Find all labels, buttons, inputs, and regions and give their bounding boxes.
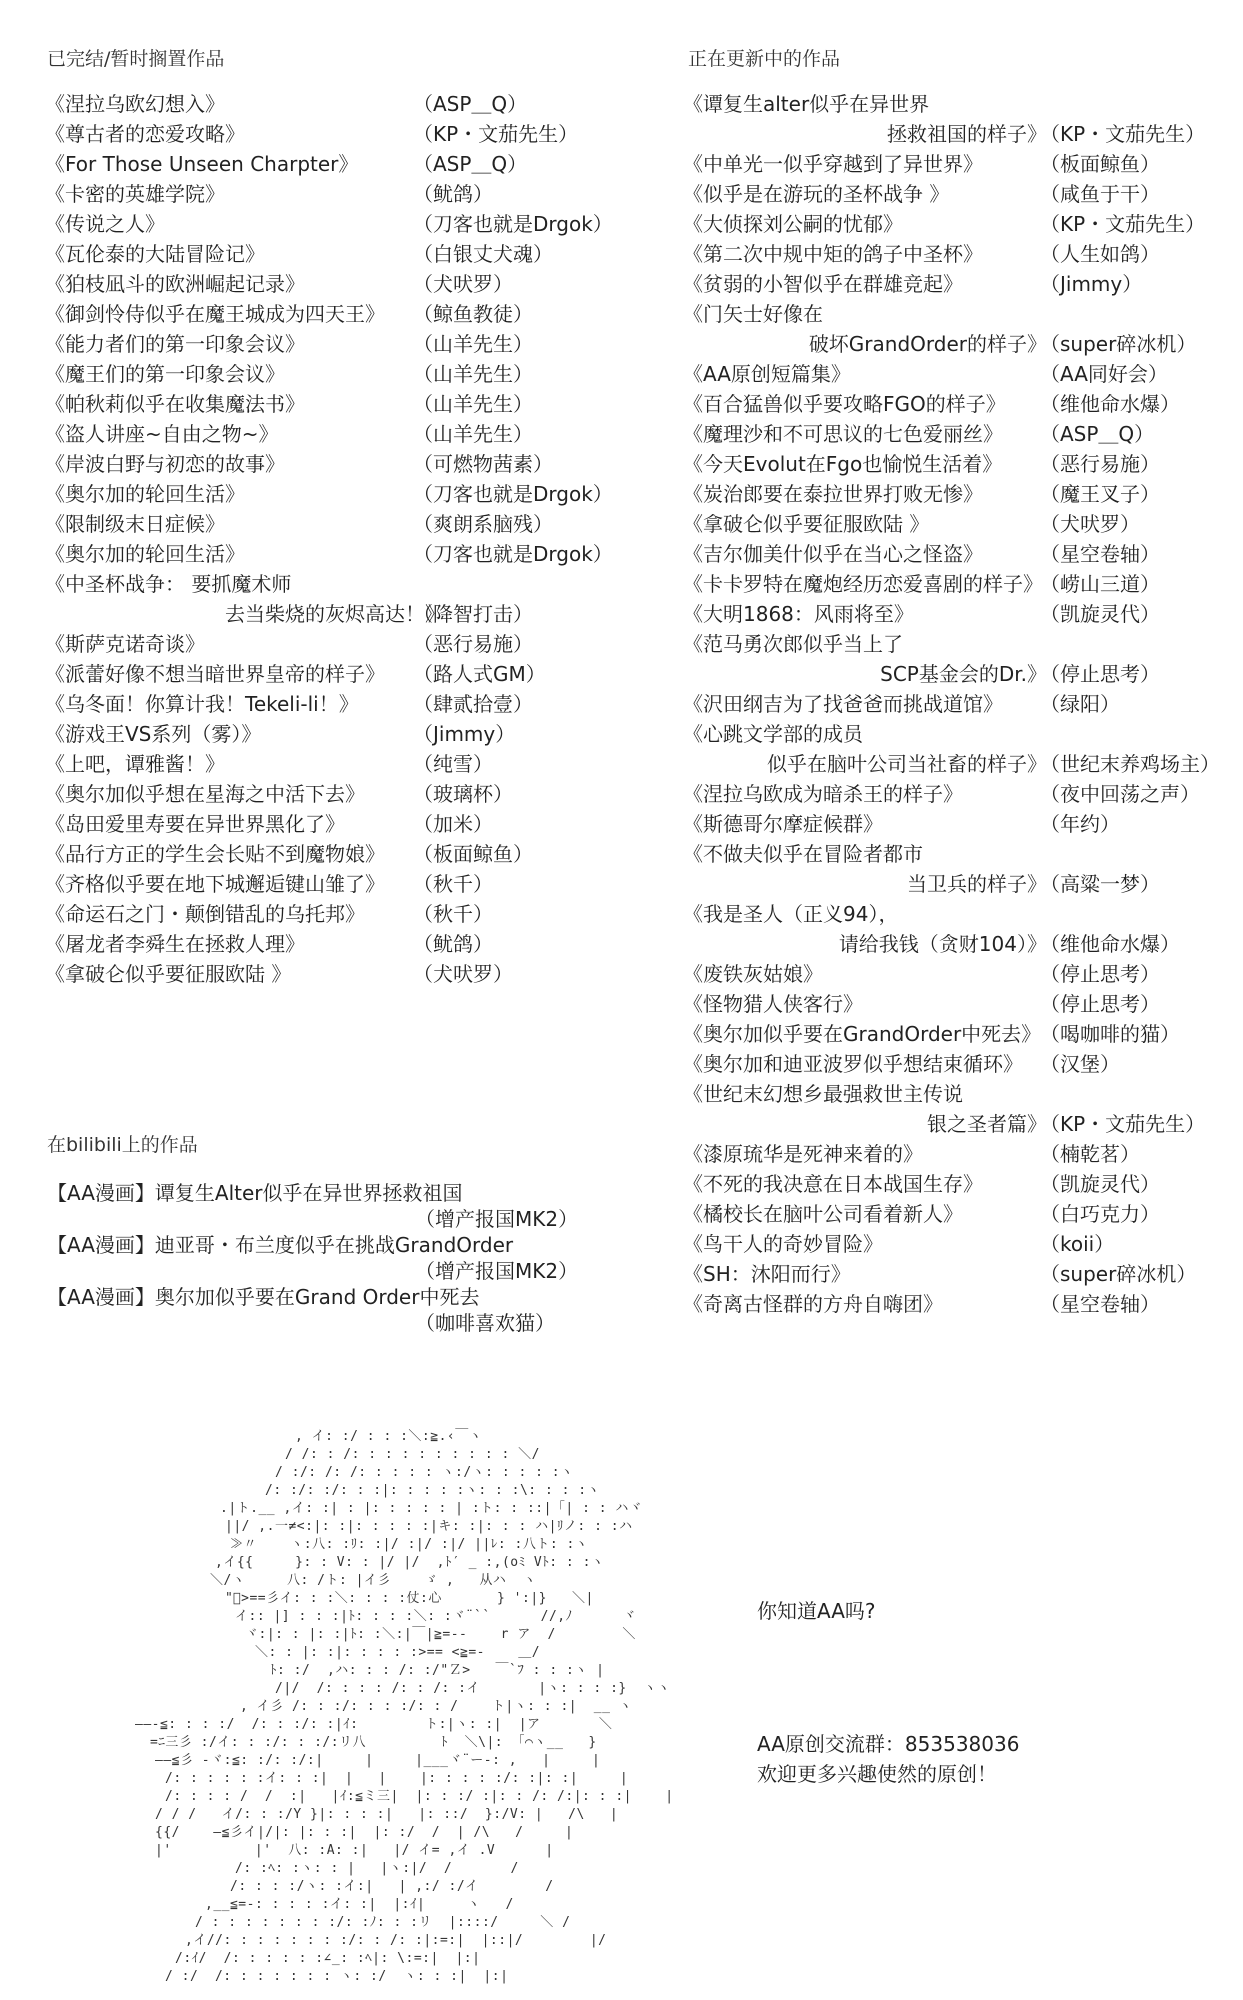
bilibili-item[interactable] bbox=[47, 1180, 578, 1232]
work-entry[interactable] bbox=[683, 269, 1243, 299]
work-author: （ASP＿Q） bbox=[413, 152, 528, 176]
work-title: 《齐格似乎要在地下城邂逅键山雏了》 bbox=[45, 872, 385, 896]
bilibili-item[interactable] bbox=[47, 1284, 578, 1336]
work-entry[interactable] bbox=[683, 569, 1243, 599]
work-entry[interactable] bbox=[683, 719, 1243, 749]
work-author: （喝咖啡的猫） bbox=[1040, 1022, 1180, 1046]
promo-welcome: 欢迎更多兴趣使然的原创！ bbox=[757, 1762, 997, 1786]
bilibili-item-title: 【AA漫画】奥尔加似乎要在Grand Order中死去 bbox=[47, 1285, 480, 1309]
work-author: （山羊先生） bbox=[413, 422, 533, 446]
work-title: 《涅拉乌欧成为暗杀王的样子》 bbox=[683, 782, 963, 806]
work-title: 《限制级末日症候》 bbox=[45, 512, 225, 536]
work-title: 《命运石之门・颠倒错乱的乌托邦》 bbox=[45, 902, 365, 926]
work-entry[interactable] bbox=[683, 599, 1243, 629]
work-entry[interactable] bbox=[683, 299, 1243, 329]
bilibili-works-list bbox=[47, 1180, 578, 1336]
work-entry[interactable] bbox=[45, 539, 645, 569]
work-title: 《漆原琉华是死神来着的》 bbox=[683, 1142, 923, 1166]
bilibili-item-title: 【AA漫画】谭复生Alter似乎在异世界拯救祖国 bbox=[47, 1181, 463, 1205]
work-author: （ASP＿Q） bbox=[1040, 422, 1155, 446]
work-entry[interactable] bbox=[45, 659, 645, 689]
work-title: 《斯德哥尔摩症候群》 bbox=[683, 812, 883, 836]
work-author: （崂山三道） bbox=[1040, 572, 1160, 596]
work-title: 《卡密的英雄学院》 bbox=[45, 182, 225, 206]
work-title: 请给我钱（贪财104）》 bbox=[838, 932, 1047, 956]
work-title: 《我是圣人（正义94）， bbox=[683, 902, 899, 926]
work-entry[interactable] bbox=[683, 389, 1243, 419]
work-title: 《奥尔加似乎要在GrandOrder中死去》 bbox=[683, 1022, 1042, 1046]
work-entry[interactable] bbox=[683, 329, 1243, 359]
work-author: （板面鲸鱼） bbox=[1040, 152, 1160, 176]
work-title: SCP基金会的Dr.》 bbox=[880, 662, 1047, 686]
work-entry[interactable] bbox=[45, 839, 645, 869]
work-entry[interactable] bbox=[683, 359, 1243, 389]
bilibili-item-author: （增产报国MK2） bbox=[415, 1259, 579, 1283]
work-entry[interactable] bbox=[45, 329, 645, 359]
work-entry[interactable] bbox=[45, 179, 645, 209]
work-author: （汉堡） bbox=[1040, 1052, 1120, 1076]
work-title: 《似乎是在游玩的圣杯战争 》 bbox=[683, 182, 950, 206]
work-author: （停止思考） bbox=[1040, 992, 1160, 1016]
work-author: （Jimmy） bbox=[1040, 272, 1143, 296]
work-title: 《中圣杯战争： 要抓魔术师 bbox=[45, 572, 292, 596]
work-title: 《奥尔加的轮回生活》 bbox=[45, 542, 245, 566]
work-entry[interactable] bbox=[683, 1109, 1243, 1139]
work-title: 《狛枝凪斗的欧洲崛起记录》 bbox=[45, 272, 305, 296]
work-author: （KP・文茄先生） bbox=[1040, 212, 1206, 236]
work-title: 《斯萨克诺奇谈》 bbox=[45, 632, 205, 656]
work-entry[interactable] bbox=[683, 809, 1243, 839]
work-title: 《沢田纲吉为了找爸爸而挑战道馆》 bbox=[683, 692, 1003, 716]
work-author: （人生如鸽） bbox=[1040, 242, 1160, 266]
work-author: （koii） bbox=[1040, 1232, 1115, 1256]
work-entry[interactable] bbox=[45, 629, 645, 659]
work-entry[interactable] bbox=[683, 1049, 1243, 1079]
work-title: 《岸波白野与初恋的故事》 bbox=[45, 452, 285, 476]
work-entry[interactable] bbox=[683, 989, 1243, 1019]
work-author: （super碎冰机） bbox=[1040, 332, 1197, 356]
work-title: 《中单光一似乎穿越到了异世界》 bbox=[683, 152, 983, 176]
work-author: （咸鱼于干） bbox=[1040, 182, 1160, 206]
work-title: 《游戏王VS系列（雾）》 bbox=[45, 722, 262, 746]
work-author: （KP・文茄先生） bbox=[413, 122, 579, 146]
work-entry[interactable] bbox=[683, 959, 1243, 989]
work-title: 《SH：沐阳而行》 bbox=[683, 1262, 851, 1286]
work-entry[interactable] bbox=[45, 869, 645, 899]
work-entry[interactable] bbox=[45, 899, 645, 929]
work-entry[interactable] bbox=[45, 689, 645, 719]
work-author: （白巧克力） bbox=[1040, 1202, 1160, 1226]
work-author: （星空卷轴） bbox=[1040, 542, 1160, 566]
promo-group-number: AA原创交流群：853538036 bbox=[757, 1732, 1020, 1756]
work-author: （肆贰拾壹） bbox=[413, 692, 533, 716]
work-title: 《岛田爱里寿要在异世界黑化了》 bbox=[45, 812, 345, 836]
work-author: （维他命水爆） bbox=[1040, 932, 1180, 956]
work-title: 《拿破仑似乎要征服欧陆 》 bbox=[45, 962, 292, 986]
work-author: （年约） bbox=[1040, 812, 1120, 836]
work-author: （停止思考） bbox=[1040, 662, 1160, 686]
work-entry[interactable] bbox=[683, 509, 1243, 539]
work-title: 《能力者们的第一印象会议》 bbox=[45, 332, 305, 356]
work-author: （板面鲸鱼） bbox=[413, 842, 533, 866]
work-entry[interactable] bbox=[45, 239, 645, 269]
work-author: （绿阳） bbox=[1040, 692, 1120, 716]
work-author: （恶行易施） bbox=[413, 632, 533, 656]
work-title: 《今天Evolut在Fgo也愉悦生活着》 bbox=[683, 452, 1003, 476]
work-title: 当卫兵的样子》 bbox=[907, 872, 1047, 896]
bilibili-item[interactable] bbox=[47, 1232, 578, 1284]
work-entry[interactable] bbox=[45, 719, 645, 749]
work-title: 《乌冬面！你算计我！Tekeli-li！》 bbox=[45, 692, 359, 716]
work-author: （维他命水爆） bbox=[1040, 392, 1180, 416]
work-title: 拯救祖国的样子》 bbox=[887, 122, 1047, 146]
work-author: （ASP＿Q） bbox=[413, 92, 528, 116]
work-title: 《奇离古怪群的方舟自嗨团》 bbox=[683, 1292, 943, 1316]
work-author: （鲸鱼教徒） bbox=[413, 302, 533, 326]
work-author: （高粱一梦） bbox=[1040, 872, 1160, 896]
work-author: （爽朗系脑残） bbox=[413, 512, 553, 536]
work-title: 《魔理沙和不可思议的七色爱丽丝》 bbox=[683, 422, 1003, 446]
completed-works-list bbox=[45, 89, 645, 989]
work-title: 《炭治郎要在泰拉世界打败无惨》 bbox=[683, 482, 983, 506]
work-title: 《门矢士好像在 bbox=[683, 302, 823, 326]
work-title: 《心跳文学部的成员 bbox=[683, 722, 863, 746]
work-title: 《拿破仑似乎要征服欧陆 》 bbox=[683, 512, 930, 536]
work-entry[interactable] bbox=[683, 659, 1243, 689]
work-entry[interactable] bbox=[683, 1199, 1243, 1229]
work-entry[interactable] bbox=[683, 1229, 1243, 1259]
work-title: 《御剑怜侍似乎在魔王城成为四天王》 bbox=[45, 302, 385, 326]
work-title: 《不死的我决意在日本战国生存》 bbox=[683, 1172, 983, 1196]
work-author: （凯旋灵代） bbox=[1040, 602, 1160, 626]
work-author: （山羊先生） bbox=[413, 362, 533, 386]
work-author: （KP・文茄先生） bbox=[1040, 122, 1206, 146]
work-entry[interactable] bbox=[683, 449, 1243, 479]
work-entry[interactable] bbox=[683, 539, 1243, 569]
work-entry[interactable] bbox=[45, 389, 645, 419]
bilibili-works-heading: 在bilibili上的作品 bbox=[47, 1134, 198, 1156]
work-entry[interactable] bbox=[683, 179, 1243, 209]
work-title: 《吉尔伽美什似乎在当心之怪盗》 bbox=[683, 542, 983, 566]
work-entry[interactable] bbox=[45, 749, 645, 779]
work-author: （刀客也就是Drgok） bbox=[413, 482, 613, 506]
work-title: 《第二次中规中矩的鸽子中圣杯》 bbox=[683, 242, 983, 266]
updating-works-heading: 正在更新中的作品 bbox=[688, 48, 841, 70]
work-title: 《怪物猎人侠客行》 bbox=[683, 992, 863, 1016]
work-title: 《贫弱的小智似乎在群雄竞起》 bbox=[683, 272, 963, 296]
work-title: 《盗人讲座~自由之物~》 bbox=[45, 422, 279, 446]
work-title: 《橘校长在脑叶公司看着新人》 bbox=[683, 1202, 963, 1226]
work-author: （KP・文茄先生） bbox=[1040, 1112, 1206, 1136]
work-title: 《大侦探刘公嗣的忧郁》 bbox=[683, 212, 903, 236]
work-author: （凯旋灵代） bbox=[1040, 1172, 1160, 1196]
work-entry[interactable] bbox=[45, 509, 645, 539]
work-author: （AA同好会） bbox=[1040, 362, 1168, 386]
work-entry[interactable] bbox=[683, 899, 1243, 929]
work-entry[interactable] bbox=[683, 689, 1243, 719]
work-entry[interactable] bbox=[683, 1019, 1243, 1049]
work-title: 《上吧，谭雅酱！》 bbox=[45, 752, 225, 776]
work-author: （super碎冰机） bbox=[1040, 1262, 1197, 1286]
work-entry[interactable] bbox=[45, 119, 645, 149]
work-author: （路人式GM） bbox=[413, 662, 546, 686]
work-author: （夜中回荡之声） bbox=[1040, 782, 1200, 806]
work-author: （白银丈犬魂） bbox=[413, 242, 553, 266]
work-title: 《奥尔加的轮回生活》 bbox=[45, 482, 245, 506]
work-author: （恶行易施） bbox=[1040, 452, 1160, 476]
work-entry[interactable] bbox=[683, 1079, 1243, 1109]
work-entry[interactable] bbox=[683, 89, 1243, 119]
work-author: （鱿鸽） bbox=[413, 932, 493, 956]
work-title: 破坏GrandOrder的样子》 bbox=[808, 332, 1047, 356]
work-author: （星空卷轴） bbox=[1040, 1292, 1160, 1316]
work-title: 《魔王们的第一印象会议》 bbox=[45, 362, 285, 386]
work-entry[interactable] bbox=[45, 89, 645, 119]
work-author: （Jimmy） bbox=[413, 722, 516, 746]
bilibili-item-author: （咖啡喜欢猫） bbox=[415, 1311, 555, 1335]
work-entry[interactable] bbox=[45, 149, 645, 179]
work-title: 《瓦伦泰的大陆冒险记》 bbox=[45, 242, 265, 266]
work-author: （犬吠罗） bbox=[1040, 512, 1140, 536]
work-entry[interactable] bbox=[683, 479, 1243, 509]
work-entry[interactable] bbox=[45, 269, 645, 299]
work-author: （刀客也就是Drgok） bbox=[413, 542, 613, 566]
work-author: （可燃物茜素） bbox=[413, 452, 553, 476]
work-entry[interactable] bbox=[683, 209, 1243, 239]
work-title: 《奥尔加似乎想在星海之中活下去》 bbox=[45, 782, 365, 806]
work-title: 《For Those Unseen Charpter》 bbox=[45, 152, 359, 176]
work-entry[interactable] bbox=[683, 119, 1243, 149]
work-entry[interactable] bbox=[45, 449, 645, 479]
work-title: 《品行方正的学生会长贴不到魔物娘》 bbox=[45, 842, 385, 866]
work-entry[interactable] bbox=[45, 599, 645, 629]
work-entry[interactable] bbox=[45, 779, 645, 809]
work-author: （刀客也就是Drgok） bbox=[413, 212, 613, 236]
work-title: 《传说之人》 bbox=[45, 212, 165, 236]
work-entry[interactable] bbox=[45, 299, 645, 329]
work-author: （停止思考） bbox=[1040, 962, 1160, 986]
work-author: （山羊先生） bbox=[413, 332, 533, 356]
work-entry[interactable] bbox=[683, 1289, 1243, 1319]
work-title: 《废铁灰姑娘》 bbox=[683, 962, 823, 986]
work-entry[interactable] bbox=[683, 419, 1243, 449]
work-entry[interactable] bbox=[45, 209, 645, 239]
work-title: 《谭复生alter似乎在异世界 bbox=[683, 92, 930, 116]
promo-question: 你知道AA吗? bbox=[757, 1599, 876, 1623]
work-entry[interactable] bbox=[683, 839, 1243, 869]
work-title: 《派蕾好像不想当暗世界皇帝的样子》 bbox=[45, 662, 385, 686]
work-entry[interactable] bbox=[683, 749, 1243, 779]
work-entry[interactable] bbox=[45, 569, 645, 599]
work-title: 《鸟干人的奇妙冒险》 bbox=[683, 1232, 883, 1256]
work-author: （魔王叉子） bbox=[1040, 482, 1160, 506]
ascii-art-illustration: , イ: :/ : : :＼:≧.‹￣ヽ / /: : /: : : : : : : : : : ＼/ / :/: /: /: : : : : ヽ:/ヽ: : : : :ヽ /: :/: :/: : :|: : : : :ヽ: : :\: : : :ヽ .|ト.__ ,イ: :| : |: : : : : | :ト: : ::|「| : : ハヾ ||/ ,.一≠<:|: :|: : : : :|キ: :|: : : ハ|ﾘノ: : :ハ ≫〃 ヽ:八: :ﾘ: :|/ :|/ :|/ ||ﾚ: :八ト: :ヽ ,イ{{ }: : V: : |/ |/ ,ﾄ′ _ :,(oﾐ Vﾄ: : :ヽ ＼/ヽ 八: /ト: |イ彡 ゞ , 从ハ ヽ "ﾞ>==彡イ: : :＼: : : :仗:心 } ':|} ＼| イ:: |] : : :|ﾄ: : : :＼: :ヾ¨`` //,ﾉ ヾ ヾ:|: : |: :|ﾄ: :＼:|￣|≧=-‐ r ア / ＼ ＼: : |: :|: : : : :>== <≧=- ＿/ ﾄ: :/ ,ハ: : : /: :/"Ｚ> ￣`ﾌ : : :ヽ | /|/ /: : : : /: : /: :イ |ヽ: : : :} ヽヽ , イ彡 /: : :/: : : :/: : / ト|ヽ: : :| __ ヽ ――‐≦: : : :/ /: : :/: :|ｲ: ト:|ヽ: :| |ア ＼ =ﾆ三彡 :/イ: : :/: : :/:リ八 ﾄ ＼\|: 「⌒ヽ__ } ――≦彡 -ヾ:≦: :/: :/:| | |___ヾ¨ー-: , | | /: : : : : :イ: : :| | | |: : : : :/: :|: :| | /: : : : / / :| |ｲ:≦ミ三| |: : :/ :|: : /: /:|: : :| | / / / イ/: : :/Y }|: : : :| |: ::/ }:/V: | /\ | {{/ ―≦彡イ|/|: |: : :| |: :/ / | /\ / | |' |' 八: :A: :| |/ イ= ,イ .V | /: :ﾍ: :ヽ: : | |ヽ:|/ / / /: : : :/ヽ: :イ:| | ,:/ :/イ / ,__≦=‐: : : : :イ: :| |:ｲ| ヽ / / : : : : : : : :/: :ﾉ: : :リ |::::/ ＼ / ,イ//: : : : : : : :/: : /: :|:=:| |::|/ |/ /:ｲ/ /: : : : : :∠_: :ﾍ|: \:=:| |:| / :/ /: : : : : : : ヽ: :/ ヽ: : :| |:| bbox=[135, 1429, 674, 1984]
work-title: 《大明1868：风雨将至》 bbox=[683, 602, 914, 626]
work-title: 《奥尔加和迪亚波罗似乎想结束循环》 bbox=[683, 1052, 1023, 1076]
work-title: 去当柴烧的灰烬高达！》 bbox=[225, 602, 445, 626]
work-entry[interactable] bbox=[683, 929, 1243, 959]
work-author: （降智打击） bbox=[413, 602, 533, 626]
work-author: （秋千） bbox=[413, 872, 493, 896]
work-entry[interactable] bbox=[683, 149, 1243, 179]
work-entry[interactable] bbox=[683, 1169, 1243, 1199]
work-entry[interactable] bbox=[45, 929, 645, 959]
work-entry[interactable] bbox=[45, 359, 645, 389]
work-title: 《涅拉乌欧幻想入》 bbox=[45, 92, 225, 116]
bilibili-item-author: （增产报国MK2） bbox=[415, 1207, 579, 1231]
work-author: （加米） bbox=[413, 812, 493, 836]
completed-works-heading: 已完结/暂时搁置作品 bbox=[47, 48, 225, 70]
work-entry[interactable] bbox=[45, 959, 645, 989]
work-author: （犬吠罗） bbox=[413, 962, 513, 986]
work-title: 《帕秋莉似乎在收集魔法书》 bbox=[45, 392, 305, 416]
work-title: 《世纪末幻想乡最强救世主传说 bbox=[683, 1082, 963, 1106]
work-author: （山羊先生） bbox=[413, 392, 533, 416]
work-entry[interactable] bbox=[683, 869, 1243, 899]
work-author: （纯雪） bbox=[413, 752, 493, 776]
work-title: 《卡卡罗特在魔炮经历恋爱喜剧的样子》 bbox=[683, 572, 1043, 596]
work-title: 《不做夫似乎在冒险者都市 bbox=[683, 842, 923, 866]
work-author: （楠乾茗） bbox=[1040, 1142, 1140, 1166]
work-title: 《AA原创短篇集》 bbox=[683, 362, 851, 386]
work-entry[interactable] bbox=[683, 629, 1243, 659]
work-title: 《范马勇次郎似乎当上了 bbox=[683, 632, 903, 656]
work-title: 似乎在脑叶公司当社畜的样子》 bbox=[767, 752, 1047, 776]
work-author: （鱿鸽） bbox=[413, 182, 493, 206]
work-title: 《尊古者的恋爱攻略》 bbox=[45, 122, 245, 146]
work-author: （玻璃杯） bbox=[413, 782, 513, 806]
work-title: 《屠龙者李舜生在拯救人理》 bbox=[45, 932, 305, 956]
work-entry[interactable] bbox=[45, 479, 645, 509]
work-author: （世纪末养鸡场主） bbox=[1040, 752, 1220, 776]
work-entry[interactable] bbox=[45, 809, 645, 839]
bilibili-item-title: 【AA漫画】迪亚哥・布兰度似乎在挑战GrandOrder bbox=[47, 1233, 514, 1257]
work-entry[interactable] bbox=[683, 239, 1243, 269]
work-entry[interactable] bbox=[45, 419, 645, 449]
work-entry[interactable] bbox=[683, 779, 1243, 809]
updating-works-list bbox=[683, 89, 1243, 1319]
work-author: （犬吠罗） bbox=[413, 272, 513, 296]
work-title: 银之圣者篇》 bbox=[927, 1112, 1047, 1136]
work-entry[interactable] bbox=[683, 1139, 1243, 1169]
work-author: （秋千） bbox=[413, 902, 493, 926]
work-title: 《百合猛兽似乎要攻略FGO的样子》 bbox=[683, 392, 1006, 416]
work-entry[interactable] bbox=[683, 1259, 1243, 1289]
